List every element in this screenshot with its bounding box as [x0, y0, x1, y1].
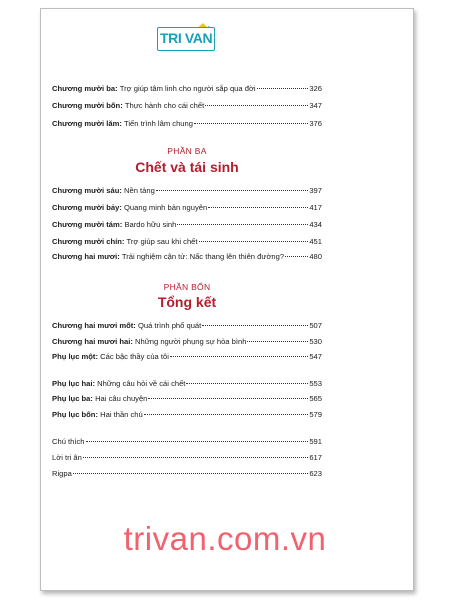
- toc-chapter: Chương mười tám:: [52, 220, 123, 229]
- toc-row: [52, 82, 322, 95]
- toc-chapter: Chương hai mươi mốt:: [52, 321, 136, 330]
- toc-chapter: Chương hai mươi hai:: [52, 337, 133, 346]
- toc-page: 579: [309, 410, 322, 419]
- toc-chapter: Phụ lục hai:: [52, 379, 96, 388]
- toc-leader: [170, 356, 308, 357]
- toc-row: [52, 201, 322, 214]
- toc-row: [52, 392, 322, 405]
- toc-page: 376: [309, 119, 322, 128]
- toc-page: 565: [309, 394, 322, 403]
- toc-leader: [156, 190, 308, 191]
- tri-van-logo: [157, 20, 215, 52]
- part-title: Chết và tái sinh: [135, 159, 239, 175]
- toc-leader: [194, 123, 308, 124]
- toc-leader: [186, 383, 308, 384]
- toc-title: Trợ giúp sau khi chết: [126, 237, 198, 246]
- toc-title: Hai thần chú: [100, 410, 143, 419]
- toc-title: Hai câu chuyện: [95, 394, 148, 403]
- watermark-text: trivan.com.vn: [123, 520, 327, 557]
- toc-chapter: Chương mười chín:: [52, 237, 125, 246]
- toc-row: [52, 335, 322, 348]
- toc-page: 617: [309, 453, 322, 462]
- toc-page: 326: [309, 84, 322, 93]
- toc-title: Bardo hữu sinh: [124, 220, 177, 229]
- toc-row: [52, 117, 322, 130]
- toc-leader: [199, 241, 309, 242]
- toc-page: 547: [309, 352, 322, 361]
- toc-page: 507: [309, 321, 322, 330]
- toc-leader: [144, 414, 309, 415]
- toc-chapter: Phụ lục một:: [52, 352, 98, 361]
- toc-chapter: Chương hai mươi:: [52, 252, 120, 261]
- toc-title: Trợ giúp tâm linh cho người sắp qua đời: [119, 84, 256, 93]
- toc-page: 553: [309, 379, 322, 388]
- toc-title: Những câu hỏi về cái chết: [97, 379, 186, 388]
- toc-leader: [247, 341, 308, 342]
- toc-row: [52, 99, 322, 112]
- toc-leader: [86, 441, 309, 442]
- toc-chapter: Chương mười sáu:: [52, 186, 122, 195]
- toc-leader: [148, 398, 308, 399]
- toc-page: 591: [309, 437, 322, 446]
- logo-text: TRI VAN: [160, 30, 213, 46]
- toc-title: Lời tri ân: [52, 453, 82, 462]
- toc-title: Tiến trình lâm chung: [124, 119, 193, 128]
- toc-row: [52, 377, 322, 390]
- toc-chapter: Chương mười ba:: [52, 84, 118, 93]
- toc-title: Các bậc thầy của tôi: [100, 352, 169, 361]
- part-label: PHẦN BA: [167, 146, 207, 156]
- toc-page: 347: [309, 101, 322, 110]
- part-title: Tổng kết: [157, 294, 217, 310]
- toc-page: 417: [309, 203, 322, 212]
- toc-leader: [202, 325, 308, 326]
- toc-leader: [83, 457, 308, 458]
- toc-title: Chú thích: [52, 437, 85, 446]
- toc-chapter: Phụ lục ba:: [52, 394, 93, 403]
- toc-page: 530: [309, 337, 322, 346]
- toc-row: [52, 250, 322, 263]
- toc-title: Những người phụng sự hòa bình: [134, 337, 247, 346]
- toc-leader: [208, 207, 308, 208]
- toc-row: [52, 467, 322, 480]
- toc-leader: [257, 88, 309, 89]
- toc-row: [52, 451, 322, 464]
- toc-chapter: Phụ lục bốn:: [52, 410, 98, 419]
- toc-title: Trải nghiệm cận tử: Nấc thang lên thiên đường?: [121, 252, 285, 261]
- toc-title: Quá trình phổ quát: [137, 321, 202, 330]
- toc-leader: [285, 256, 308, 257]
- toc-row: [52, 319, 322, 332]
- toc-chapter: Chương mười lăm:: [52, 119, 122, 128]
- toc-row: [52, 184, 322, 197]
- toc-row: [52, 350, 322, 363]
- toc-leader: [205, 105, 308, 106]
- toc-page: 451: [309, 237, 322, 246]
- toc-row: [52, 235, 322, 248]
- toc-row: [52, 218, 322, 231]
- toc-page: 480: [309, 252, 322, 261]
- toc-chapter: Chương mười bảy:: [52, 203, 122, 212]
- toc-page: 434: [309, 220, 322, 229]
- toc-row: [52, 408, 322, 421]
- toc-leader: [73, 473, 308, 474]
- toc-title: Quang minh bản nguyên: [124, 203, 208, 212]
- part-label: PHẦN BỐN: [163, 282, 211, 292]
- toc-leader: [177, 224, 308, 225]
- toc-page: 397: [309, 186, 322, 195]
- toc-row: [52, 435, 322, 448]
- toc-page: 623: [309, 469, 322, 478]
- toc-title: Nền tảng: [124, 186, 155, 195]
- toc-title: Thực hành cho cái chết: [124, 101, 205, 110]
- toc-title: Rigpa: [52, 469, 72, 478]
- toc-chapter: Chương mười bốn:: [52, 101, 123, 110]
